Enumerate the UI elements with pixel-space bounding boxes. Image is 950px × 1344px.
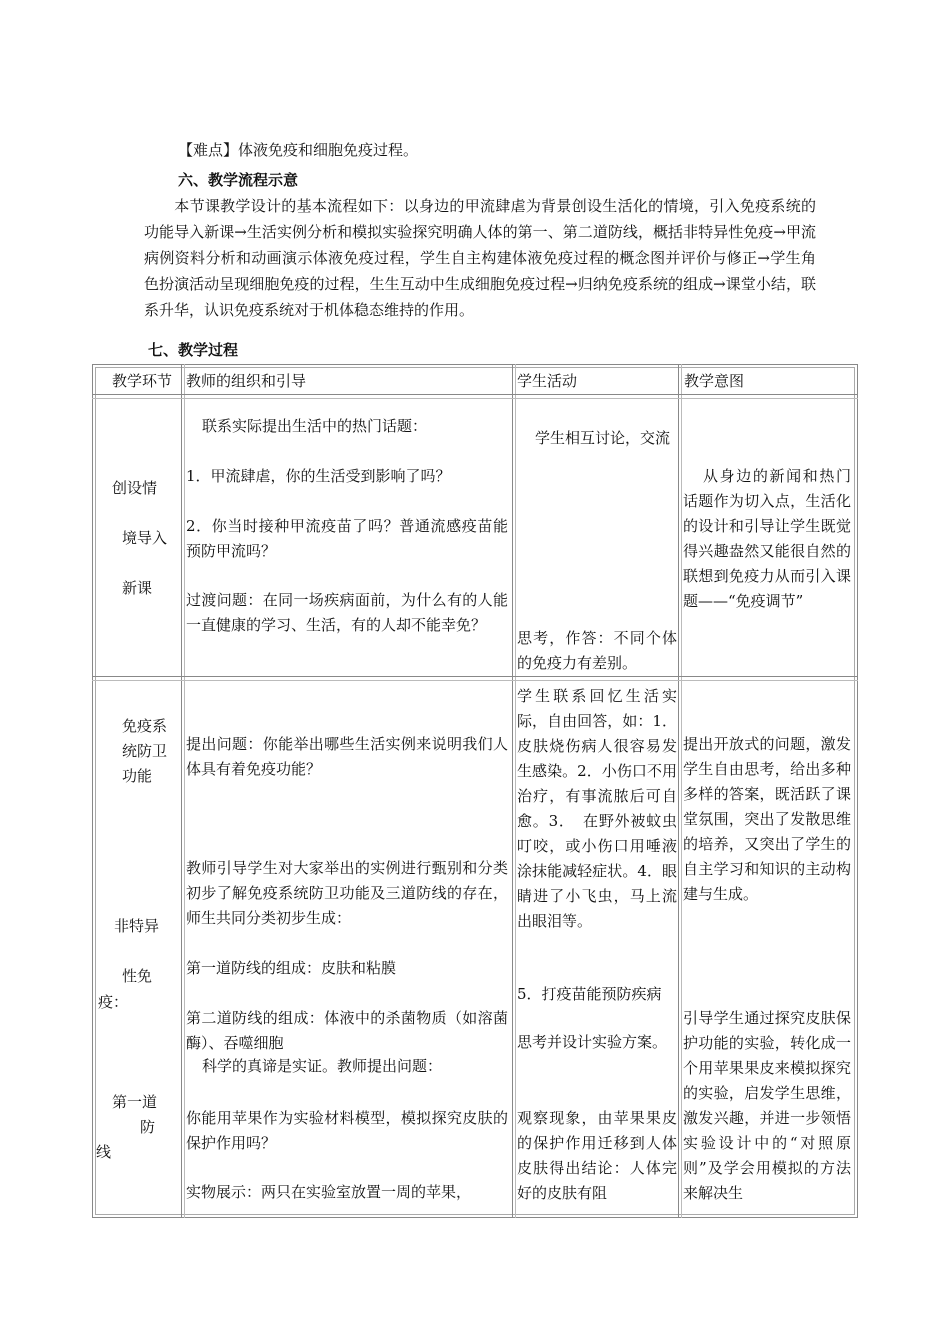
row1-teacher-1: 联系实际提出生活中的热门话题： [202, 417, 428, 435]
row-divider [92, 676, 858, 677]
header-stage: 教学环节 [112, 372, 173, 390]
row1-teacher-3: 2．你当时接种甲流疫苗了吗？普通流感疫苗能预防甲流吗？ [186, 517, 508, 560]
row1-teacher-4: 过渡问题：在同一场疾病面前，为什么有的人能一直健康的学习、生活，有的人却不能幸免？ [186, 591, 508, 634]
row1-intent: 从身边的新闻和热门话题作为切入点，生活化的设计和引导让学生既觉得兴趣盎然又能很自然的联想到免疫力从而引入课题——“免疫调节” [683, 467, 851, 610]
row2-student-3: 思考并设计实验方案。 [517, 1033, 668, 1051]
col-divider [512, 364, 513, 1218]
row2-stage-5: 性免 [122, 967, 153, 985]
row2-student-2: 5．打疫苗能预防疾病 [517, 985, 662, 1003]
section6-body [144, 193, 816, 323]
row-divider [92, 394, 858, 395]
row2-teacher-2: 教师引导学生对大家举出的实例进行甄别和分类初步了解免疫系统防卫功能及三道防线的存在，师生共同分类初步生成： [186, 859, 508, 927]
col-divider [678, 364, 679, 1218]
row2-intent-1: 提出开放式的问题，激发学生自由思考，给出多种多样的答案，既活跃了课堂氛围，突出了发散思维的培养，又突出了学生的自主学习和知识的主动构建与生成。 [683, 735, 851, 903]
row2-stage-4: 非特异 [114, 917, 160, 935]
row1-stage-3: 新课 [122, 579, 153, 597]
row1-student-2: 思考，作答：不同个体的免疫力有差别。 [517, 629, 677, 672]
row2-stage-7: 第一道 [112, 1093, 158, 1111]
row2-stage-6: 疫： [98, 993, 129, 1011]
row2-teacher-6: 你能用苹果作为实验材料模型，模拟探究皮肤的保护作用吗？ [186, 1109, 508, 1152]
row2-teacher-4: 第二道防线的组成：体液中的杀菌物质（如溶菌酶）、吞噬细胞 [186, 1009, 508, 1052]
section6-body-text: 本节课教学设计的基本流程如下：以身边的甲流肆虐为背景创设生活化的情境，引入免疫系统的功能导入新课→生活实例分析和模拟实验探究明确人体的第一、第二道防线，概括非特异性免疫→甲流病例资料分析和动画演示体液免疫过程，学生自主构建体液免疫过程的概念图并评价与修正→学生角色扮演活动呈现细胞免疫的过程，生生互动中生成细胞免疫过程→归纳免疫系统的组成→课堂小结，联系升华，认识免疫系统对于机体稳态维持的作用。 [144, 197, 816, 319]
row2-teacher-5: 科学的真谛是实证。教师提出问题： [202, 1057, 443, 1075]
row2-stage-2: 统防卫 [122, 742, 168, 760]
header-teacher: 教师的组织和引导 [186, 372, 307, 390]
row2-stage-1: 免疫系 [122, 717, 168, 735]
row-divider-inner [92, 680, 858, 681]
header-student: 学生活动 [517, 372, 578, 390]
col-divider-inner [681, 364, 682, 1218]
section7-title: 七、教学过程 [148, 341, 239, 359]
difficulty-line: 【难点】体液免疫和细胞免疫过程。 [178, 141, 419, 159]
row2-student-4: 观察现象，由苹果果皮的保护作用迁移到人体皮肤得出结论：人体完好的皮肤有阻 [517, 1109, 677, 1202]
col-divider-inner [515, 364, 516, 1218]
row2-stage-9: 线 [96, 1143, 112, 1161]
row2-student-1: 学生联系回忆生活实际，自由回答，如：1．皮肤烧伤病人很容易发生感染。2．小伤口不用治疗，有事流脓后可自愈。3． 在野外被蚊虫叮咬，或小伤口用唾液涂抹能减轻症状。4．眼睛进了小飞虫，马上流出眼泪等。 [517, 687, 677, 930]
row1-stage-2: 境导入 [122, 529, 168, 547]
row2-stage-8: 防 [140, 1118, 156, 1136]
row1-teacher-2: 1．甲流肆虐，你的生活受到影响了吗？ [186, 467, 451, 485]
row2-intent-2: 引导学生通过探究皮肤保护功能的实验，转化成一个用苹果果皮来模拟探究的实验，启发学生思维，激发兴趣，并进一步领悟实验设计中的“对照原则”及学会用模拟的方法来解决生 [683, 1009, 851, 1202]
section6-title: 六、教学流程示意 [178, 171, 299, 189]
row1-stage-1: 创设情 [112, 479, 158, 497]
row2-teacher-7: 实物展示：两只在实验室放置一周的苹果， [186, 1183, 472, 1201]
row-divider-inner [92, 398, 858, 399]
row2-teacher-3: 第一道防线的组成：皮肤和粘膜 [186, 959, 397, 977]
row2-stage-3: 功能 [122, 767, 153, 785]
row1-student-1: 学生相互讨论，交流 [535, 429, 671, 447]
row2-teacher-1: 提出问题：你能举出哪些生活实例来说明我们人体具有着免疫功能？ [186, 735, 508, 778]
header-intent: 教学意图 [684, 372, 745, 390]
